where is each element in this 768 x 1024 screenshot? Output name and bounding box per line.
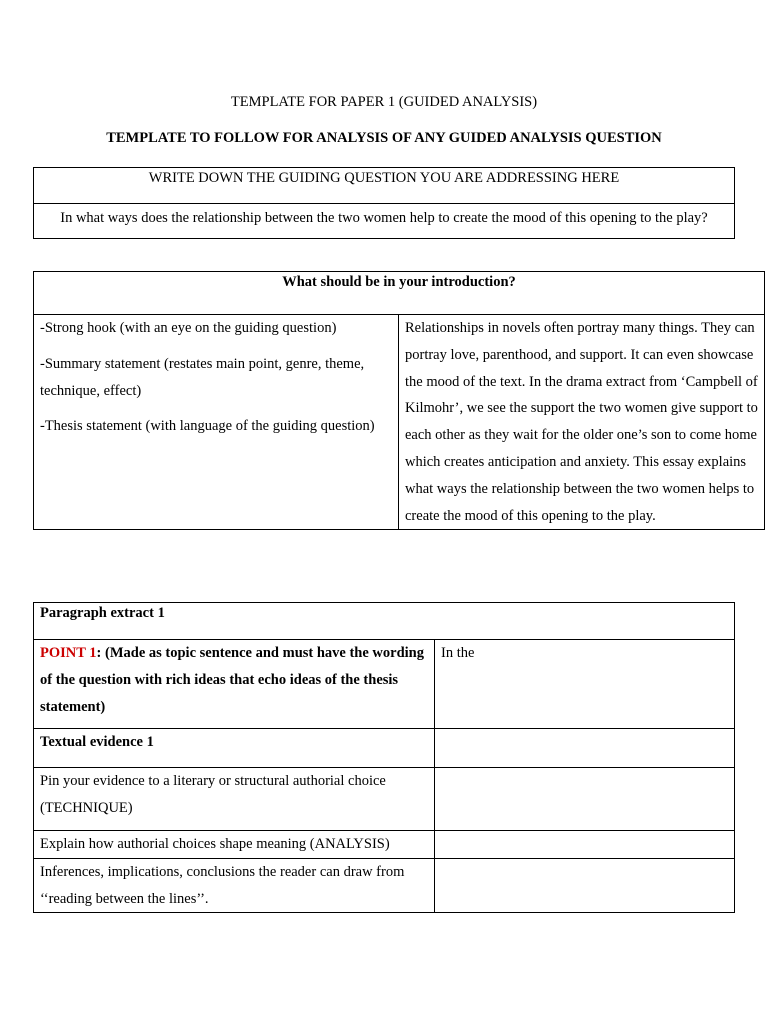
- thesis-item: -Thesis statement (with language of the guiding question): [40, 418, 375, 435]
- inference-response[interactable]: [435, 858, 735, 913]
- paragraph-table: [33, 602, 735, 913]
- analysis-label: Explain how authorial choices shape meaning (ANALYSIS): [34, 831, 435, 859]
- summary-item: -Summary statement (restates main point, genre, theme, technique, effect): [40, 355, 365, 399]
- introduction-table: [33, 271, 765, 530]
- inference-label: Inferences, implications, conclusions the reader can draw from ‘‘reading between the lines’’.: [34, 858, 435, 913]
- point-instructions: : (Made as topic sentence and must have the wording of the question with rich ideas that echo ideas of the thesis statement): [40, 645, 424, 715]
- technique-response[interactable]: [435, 768, 735, 831]
- point-response[interactable]: In the: [435, 640, 735, 729]
- paragraph-heading: Paragraph extract 1: [34, 603, 735, 640]
- evidence-response[interactable]: [435, 729, 735, 768]
- document-subtitle: TEMPLATE TO FOLLOW FOR ANALYSIS OF ANY GUIDED ANALYSIS QUESTION: [106, 130, 662, 146]
- document-title: TEMPLATE FOR PAPER 1 (GUIDED ANALYSIS): [230, 94, 538, 110]
- analysis-response[interactable]: [435, 831, 735, 859]
- evidence-label: Textual evidence 1: [34, 729, 435, 768]
- guiding-question-table: [33, 167, 735, 239]
- guiding-question-text[interactable]: In what ways does the relationship between the two women help to create the mood of this opening to the play?: [34, 204, 735, 239]
- guiding-question-heading: WRITE DOWN THE GUIDING QUESTION YOU ARE ADDRESSING HERE: [34, 168, 735, 204]
- introduction-heading: What should be in your introduction?: [34, 272, 765, 315]
- technique-label: Pin your evidence to a literary or structural authorial choice (TECHNIQUE): [34, 768, 435, 831]
- point-label-cell: [34, 640, 435, 729]
- introduction-guidance: [34, 315, 399, 530]
- hook-item: -Strong hook (with an eye on the guiding question): [40, 320, 337, 336]
- point-label: POINT 1: [40, 645, 97, 661]
- introduction-response[interactable]: Relationships in novels often portray many things. They can portray love, parenthood, and support. It can even showcase the mood of the text. In the drama extract from ‘Campbell of Kilmohr’, we see the support the two women give support to each other as they wait for the older one’s son to come home which creates anticipation and anxiety. This essay explains what ways the relationship between the two women helps to create the mood of this opening to the play.: [399, 315, 765, 530]
